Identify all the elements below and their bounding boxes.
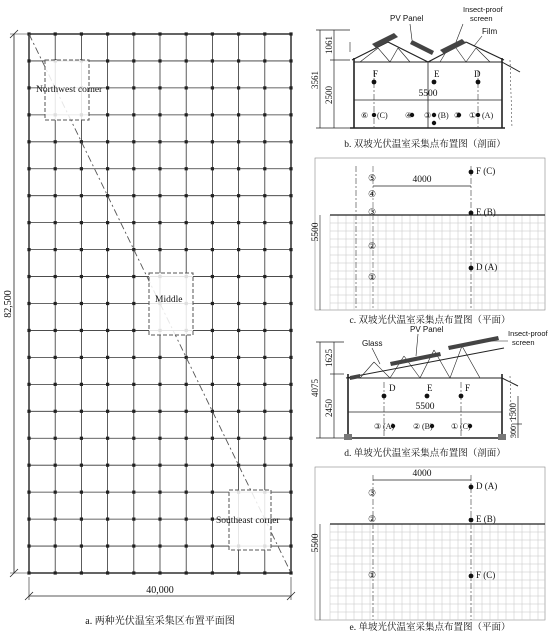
c-span-label: 4000: [412, 175, 432, 185]
plan-column-marker: [289, 248, 292, 251]
plan-column-marker: [211, 383, 214, 386]
panel-c-caption: c. 双坡光伏温室采集点布置图（平面）: [349, 316, 511, 326]
plan-column-marker: [158, 32, 161, 35]
panel-c-grid: [330, 215, 545, 310]
plan-column-marker: [80, 410, 83, 413]
point-d-label-d: D: [389, 383, 396, 393]
plan-column-marker: [27, 113, 30, 116]
plan-column-marker: [237, 410, 240, 413]
height-dim-label: 82,500: [3, 290, 14, 318]
plan-column-marker: [289, 491, 292, 494]
c-label-eb: E (B): [476, 207, 496, 217]
plan-column-marker: [54, 571, 57, 574]
plan-column-marker: [54, 329, 57, 332]
plan-column-marker: [289, 86, 292, 89]
c-circled-3: ③: [368, 207, 377, 217]
plan-column-marker: [80, 194, 83, 197]
plan-column-marker: [54, 221, 57, 224]
plan-column-marker: [132, 302, 135, 305]
plan-column-marker: [27, 194, 30, 197]
plan-column-marker: [211, 491, 214, 494]
insect-proof-callout-d: Insect-proof screen: [508, 329, 548, 347]
plan-column-marker: [132, 383, 135, 386]
plan-column-marker: [185, 356, 188, 359]
panel-e-grid: [330, 524, 545, 620]
plan-column-marker: [54, 194, 57, 197]
plan-column-marker: [106, 571, 109, 574]
e-label-eb: E (B): [476, 514, 496, 524]
pv-panel-callout-d: PV Panel: [410, 325, 444, 334]
plan-column-marker: [54, 437, 57, 440]
plan-column-marker: [80, 302, 83, 305]
plan-column-marker: [54, 32, 57, 35]
plan-column-marker: [106, 275, 109, 278]
panel-e-frame: [315, 467, 545, 620]
plan-column-marker: [263, 113, 266, 116]
plan-column-marker: [185, 464, 188, 467]
d-dim-total: 4075: [310, 379, 320, 397]
pv-panel-callout-b: PV Panel: [390, 14, 424, 23]
plan-column-marker: [211, 59, 214, 62]
plan-column-marker: [132, 59, 135, 62]
point-d-label-b: D: [474, 69, 481, 79]
plan-column-marker: [158, 140, 161, 143]
d-sensor-b: (B): [422, 422, 433, 431]
plan-column-marker: [54, 275, 57, 278]
plan-column-marker: [289, 275, 292, 278]
plan-column-marker: [289, 356, 292, 359]
film-callout: Film: [482, 27, 498, 36]
plan-column-marker: [80, 544, 83, 547]
d-dim-side-low: 300: [509, 426, 518, 438]
plan-column-marker: [185, 248, 188, 251]
span-dim-label-d: 5500: [415, 402, 435, 412]
plan-column-marker: [263, 167, 266, 170]
b-dim-upper: 1061: [324, 36, 334, 54]
plan-column-marker: [185, 383, 188, 386]
plan-column-marker: [263, 464, 266, 467]
plan-column-marker: [263, 302, 266, 305]
plan-column-marker: [237, 356, 240, 359]
plan-column-marker: [27, 329, 30, 332]
plan-column-marker: [106, 356, 109, 359]
plan-column-marker: [263, 275, 266, 278]
panel-b-section: [310, 5, 520, 150]
plan-column-marker: [185, 491, 188, 494]
panel-d-caption: d. 单坡光伏温室采集点布置图（剖面）: [344, 449, 506, 459]
pv-panels-b: [372, 33, 466, 55]
d-sensor-3: ③: [374, 422, 382, 431]
plan-column-marker: [80, 518, 83, 521]
plan-column-marker: [27, 356, 30, 359]
plan-column-marker: [54, 248, 57, 251]
d-dim-lower: 2450: [324, 399, 334, 417]
plan-column-marker: [289, 518, 292, 521]
plan-column-marker: [263, 86, 266, 89]
c-label-da: D (A): [476, 262, 498, 272]
plan-column-marker: [54, 356, 57, 359]
plan-column-marker: [158, 410, 161, 413]
plan-column-marker: [263, 383, 266, 386]
plan-column-marker: [289, 167, 292, 170]
plan-column-marker: [27, 437, 30, 440]
panel-b-caption: b. 双坡光伏温室采集点布置图（剖面）: [344, 140, 506, 150]
middle-label: Middle: [155, 295, 183, 305]
plan-column-marker: [80, 248, 83, 251]
plan-column-marker: [106, 302, 109, 305]
plan-column-marker: [80, 491, 83, 494]
plan-column-marker: [80, 329, 83, 332]
plan-column-marker: [263, 571, 266, 574]
plan-column-marker: [132, 248, 135, 251]
plan-column-marker: [211, 140, 214, 143]
plan-column-marker: [263, 248, 266, 251]
plan-column-marker: [106, 464, 109, 467]
plan-column-marker: [27, 544, 30, 547]
e-label-fc: F (C): [476, 570, 496, 580]
b-sensor-2: ②: [454, 111, 462, 120]
plan-column-marker: [80, 32, 83, 35]
plan-column-marker: [27, 302, 30, 305]
b-sensor-3: ③: [424, 111, 432, 120]
plan-column-marker: [132, 86, 135, 89]
d-sensor-a: (A): [383, 422, 395, 431]
c-circled-1: ①: [368, 272, 377, 282]
d-dim-side-high: 1500: [508, 403, 518, 421]
plan-column-marker: [289, 32, 292, 35]
plan-column-marker: [132, 464, 135, 467]
plan-column-marker: [237, 59, 240, 62]
plan-column-marker: [27, 221, 30, 224]
point-f-label-d: F: [465, 383, 471, 393]
b-sensor-4: ④: [405, 111, 413, 120]
panel-c-plan: [311, 158, 545, 326]
plan-column-marker: [289, 383, 292, 386]
plan-column-marker: [27, 410, 30, 413]
e-span-label: 4000: [412, 469, 432, 479]
plan-column-marker: [237, 113, 240, 116]
plan-column-marker: [158, 59, 161, 62]
plan-column-marker: [106, 59, 109, 62]
plan-column-marker: [132, 571, 135, 574]
plan-column-marker: [237, 140, 240, 143]
plan-column-marker: [211, 221, 214, 224]
plan-column-marker: [27, 140, 30, 143]
plan-column-marker: [289, 221, 292, 224]
plan-column-marker: [132, 437, 135, 440]
plan-column-marker: [27, 86, 30, 89]
plan-column-marker: [263, 356, 266, 359]
plan-column-marker: [158, 194, 161, 197]
b-dim-total: 3561: [310, 71, 320, 89]
plan-column-marker: [237, 32, 240, 35]
plan-column-marker: [237, 302, 240, 305]
plan-column-marker: [132, 140, 135, 143]
b-dim-lower: 2500: [324, 86, 334, 104]
c-label-fc: F (C): [476, 166, 496, 176]
plan-column-marker: [54, 167, 57, 170]
plan-column-marker: [27, 275, 30, 278]
d-sensor-2: ②: [413, 422, 421, 431]
point-e-label-b: E: [434, 69, 440, 79]
plan-column-marker: [106, 140, 109, 143]
northwest-label: Northwest corner: [36, 85, 103, 95]
e-circled-3: ③: [368, 488, 377, 498]
plan-column-marker: [106, 544, 109, 547]
plan-column-marker: [132, 32, 135, 35]
plan-column-marker: [54, 518, 57, 521]
panel-e-caption: e. 单坡光伏温室采集点布置图（平面）: [349, 623, 511, 633]
plan-column-marker: [27, 491, 30, 494]
c-depth-label: 5500: [311, 222, 321, 242]
span-dim-label-b: 5500: [418, 89, 438, 99]
plan-column-marker: [237, 383, 240, 386]
plan-column-marker: [80, 221, 83, 224]
glass-callout: Glass: [362, 339, 383, 348]
plan-column-marker: [237, 329, 240, 332]
plan-column-marker: [158, 491, 161, 494]
plan-column-marker: [211, 544, 214, 547]
plan-column-marker: [27, 383, 30, 386]
plan-column-marker: [185, 221, 188, 224]
plan-column-marker: [237, 275, 240, 278]
plan-column-marker: [132, 491, 135, 494]
plan-column-marker: [27, 167, 30, 170]
plan-column-marker: [185, 518, 188, 521]
plan-column-marker: [263, 194, 266, 197]
width-dim-label: 40,000: [146, 585, 174, 596]
plan-column-marker: [263, 140, 266, 143]
plan-column-marker: [237, 571, 240, 574]
plan-column-marker: [185, 32, 188, 35]
plan-column-marker: [211, 356, 214, 359]
plan-column-marker: [185, 571, 188, 574]
plan-column-marker: [263, 329, 266, 332]
plan-column-marker: [185, 140, 188, 143]
b-sensor-a: (A): [482, 111, 494, 120]
plan-column-marker: [132, 167, 135, 170]
plan-column-marker: [185, 194, 188, 197]
plan-column-marker: [237, 221, 240, 224]
plan-column-marker: [211, 275, 214, 278]
plan-column-marker: [263, 59, 266, 62]
plan-column-marker: [106, 383, 109, 386]
plan-column-marker: [237, 464, 240, 467]
plan-column-marker: [211, 86, 214, 89]
b-sensor-1: ①: [469, 111, 477, 120]
plan-column-marker: [211, 302, 214, 305]
plan-column-marker: [158, 544, 161, 547]
plan-column-marker: [158, 571, 161, 574]
plan-column-marker: [80, 464, 83, 467]
plan-caption: a. 两种光伏温室采集区布置平面图: [85, 616, 235, 627]
b-sensor-b: (B): [438, 111, 449, 120]
plan-column-marker: [289, 59, 292, 62]
plan-column-marker: [106, 221, 109, 224]
plan-column-marker: [158, 221, 161, 224]
plan-column-marker: [185, 410, 188, 413]
plan-column-marker: [185, 167, 188, 170]
plan-column-marker: [158, 383, 161, 386]
e-label-da: D (A): [476, 481, 498, 491]
plan-column-marker: [54, 464, 57, 467]
plan-column-marker: [158, 464, 161, 467]
plan-column-marker: [158, 518, 161, 521]
plan-column-marker: [289, 464, 292, 467]
plan-column-marker: [211, 194, 214, 197]
plan-column-marker: [158, 113, 161, 116]
plan-column-marker: [185, 544, 188, 547]
plan-column-marker: [80, 167, 83, 170]
c-circled-5: ⑤: [368, 173, 377, 183]
plan-column-marker: [27, 464, 30, 467]
plan-column-marker: [132, 356, 135, 359]
plan-column-marker: [211, 437, 214, 440]
plan-column-marker: [106, 329, 109, 332]
plan-column-marker: [106, 491, 109, 494]
plan-column-marker: [289, 194, 292, 197]
panel-e-plan: [311, 467, 545, 633]
plan-column-marker: [185, 59, 188, 62]
plan-column-marker: [80, 383, 83, 386]
plan-column-marker: [289, 437, 292, 440]
plan-column-marker: [106, 248, 109, 251]
plan-column-marker: [211, 464, 214, 467]
plan-column-marker: [27, 59, 30, 62]
plan-column-marker: [237, 248, 240, 251]
plan-column-marker: [27, 518, 30, 521]
plan-column-marker: [211, 248, 214, 251]
d-foundations: [344, 434, 506, 440]
plan-column-marker: [106, 32, 109, 35]
plan-column-marker: [132, 221, 135, 224]
plan-column-marker: [54, 491, 57, 494]
plan-column-marker: [132, 113, 135, 116]
plan-column-marker: [158, 167, 161, 170]
plan-column-marker: [185, 437, 188, 440]
e-depth-label: 5500: [311, 533, 321, 553]
plan-column-marker: [27, 248, 30, 251]
plan-column-marker: [185, 113, 188, 116]
b-sensor-c: (C): [377, 111, 388, 120]
plan-column-marker: [289, 544, 292, 547]
plan-column-marker: [106, 167, 109, 170]
plan-column-marker: [211, 167, 214, 170]
plan-column-marker: [289, 113, 292, 116]
plan-column-marker: [289, 140, 292, 143]
plan-column-marker: [185, 86, 188, 89]
plan-column-marker: [132, 194, 135, 197]
plan-column-marker: [237, 86, 240, 89]
point-f-label-b: F: [373, 69, 379, 79]
plan-column-marker: [132, 275, 135, 278]
plan-column-marker: [211, 32, 214, 35]
c-circled-2: ②: [368, 241, 377, 251]
d-sensor-1: ①: [451, 422, 459, 431]
c-circled-4: ④: [368, 189, 377, 199]
panel-d-section: [310, 325, 550, 459]
plan-column-marker: [237, 437, 240, 440]
plan-column-marker: [106, 518, 109, 521]
e-circled-2: ②: [368, 514, 377, 524]
point-e-label-d: E: [427, 383, 433, 393]
plan-column-marker: [158, 356, 161, 359]
plan-column-marker: [263, 221, 266, 224]
plan-column-marker: [289, 329, 292, 332]
plan-column-marker: [54, 410, 57, 413]
plan-column-marker: [263, 410, 266, 413]
plan-column-marker: [211, 113, 214, 116]
plan-column-marker: [132, 329, 135, 332]
plan-column-marker: [80, 275, 83, 278]
plan-column-marker: [80, 356, 83, 359]
plan-column-marker: [106, 410, 109, 413]
e-circled-1: ①: [368, 570, 377, 580]
plan-column-marker: [106, 113, 109, 116]
plan-column-marker: [106, 437, 109, 440]
plan-column-marker: [211, 329, 214, 332]
b-sensor-6: ⑥: [361, 111, 369, 120]
plan-column-marker: [132, 544, 135, 547]
d-sensor-c: (C): [460, 422, 471, 431]
plan-column-marker: [263, 437, 266, 440]
plan-column-marker: [289, 410, 292, 413]
plan-column-marker: [132, 410, 135, 413]
plan-column-marker: [80, 437, 83, 440]
plan-column-marker: [289, 302, 292, 305]
southeast-label: Southeast corner: [216, 516, 280, 526]
plan-column-marker: [211, 571, 214, 574]
plan-column-marker: [80, 571, 83, 574]
plan-column-marker: [132, 518, 135, 521]
plan-column-marker: [211, 410, 214, 413]
plan-column-marker: [54, 302, 57, 305]
plan-column-marker: [54, 140, 57, 143]
plan-column-marker: [237, 194, 240, 197]
plan-panel: [3, 30, 295, 627]
plan-column-marker: [106, 86, 109, 89]
plan-column-marker: [211, 518, 214, 521]
plan-column-marker: [158, 437, 161, 440]
plan-column-marker: [263, 32, 266, 35]
d-dim-upper: 1625: [324, 349, 334, 367]
plan-column-marker: [158, 248, 161, 251]
plan-column-marker: [54, 383, 57, 386]
plan-column-marker: [158, 86, 161, 89]
plan-column-marker: [237, 167, 240, 170]
insect-proof-callout-b: Insect-proof screen: [463, 5, 503, 23]
plan-column-marker: [54, 544, 57, 547]
